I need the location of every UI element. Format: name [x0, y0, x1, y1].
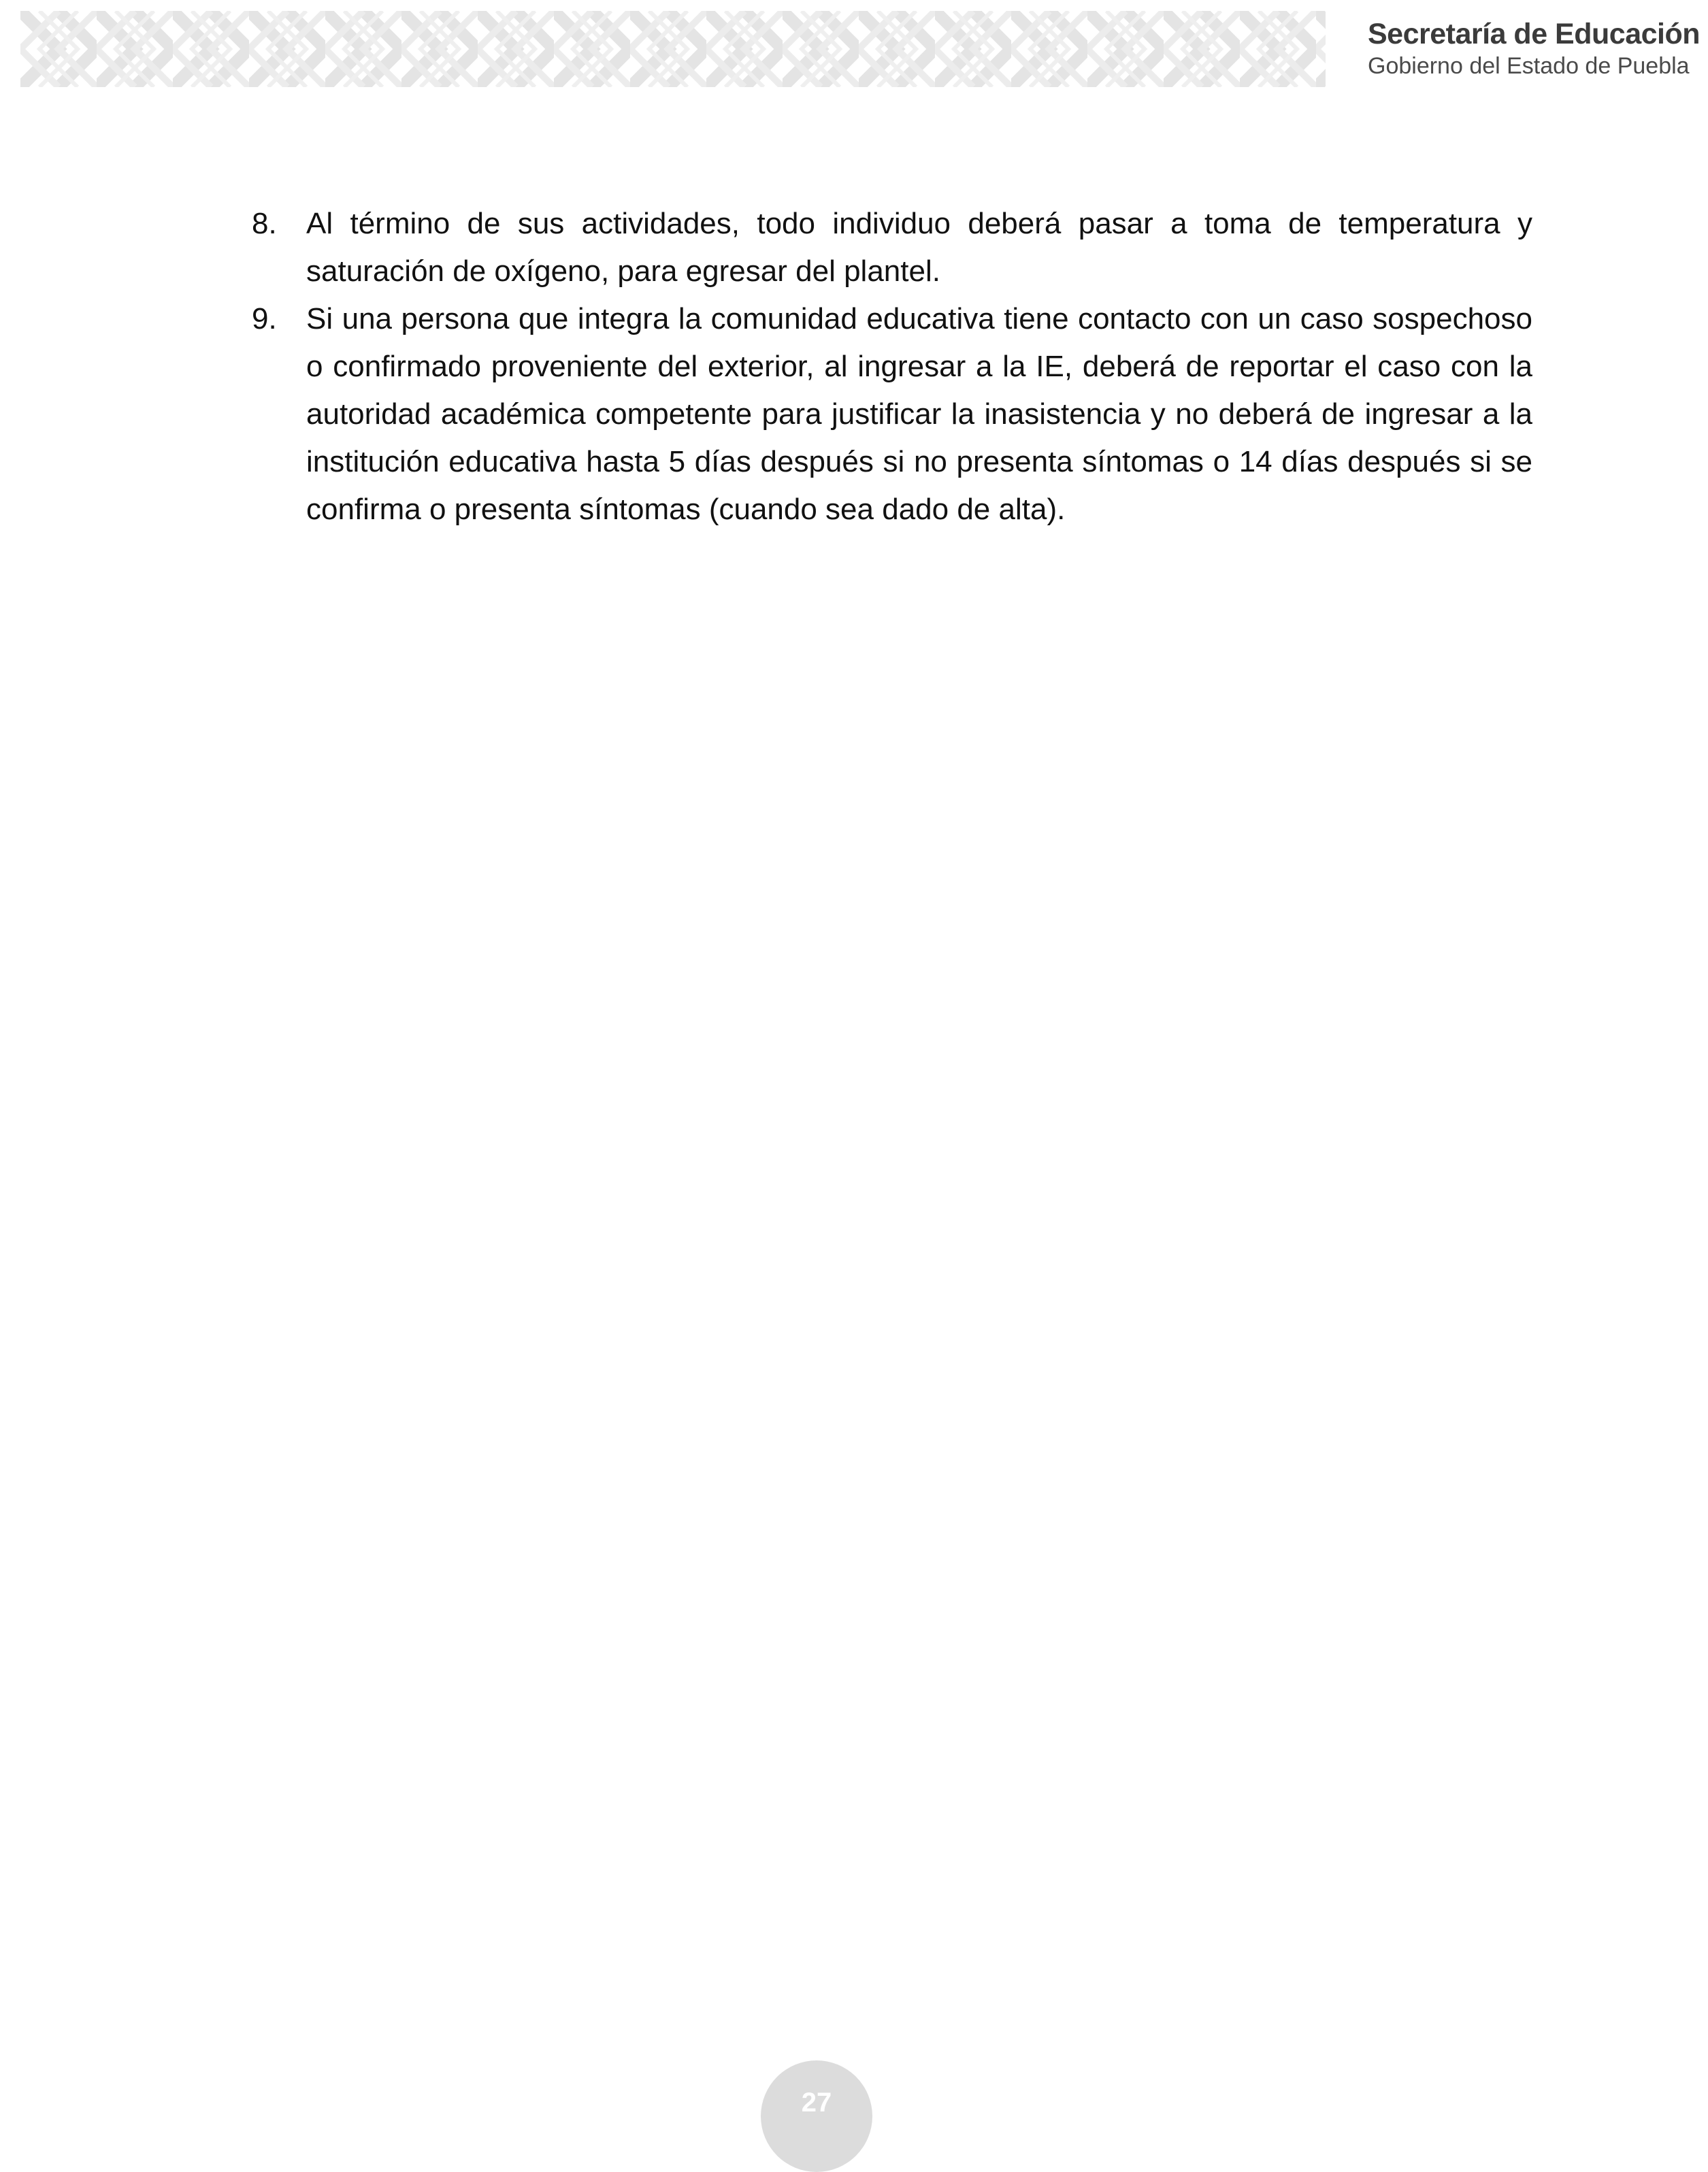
list-item-number: 9.	[252, 302, 277, 335]
list-item	[252, 295, 1532, 533]
numbered-list	[252, 200, 1532, 533]
list-item-text: Si una persona que integra la comunidad educativa tiene contacto con un caso sospechoso o confirmado proveniente del exterior, al ingresar a la IE, deberá de reportar el caso con la autoridad académica competente para justificar la inasistencia y no deberá de ingresar a la institución educativa hasta 5 días después si no presenta síntomas o 14 días después si se confirma o presenta síntomas (cuando sea dado de alta).	[306, 302, 1532, 526]
list-item-text: Al término de sus actividades, todo individuo deberá pasar a toma de temperatura y saturación de oxígeno, para egresar del plantel.	[306, 207, 1532, 288]
header-brand	[1368, 16, 1700, 80]
header-pattern-graphic	[20, 11, 1326, 87]
page-number: 27	[801, 2087, 832, 2118]
list-item	[252, 200, 1532, 295]
list-item-number: 8.	[252, 207, 277, 240]
institution-title: Secretaría de Educación	[1368, 18, 1700, 50]
document-body	[252, 200, 1532, 533]
institution-subtitle: Gobierno del Estado de Puebla	[1368, 53, 1690, 79]
header-decorative-pattern	[20, 11, 1326, 87]
page-number-badge	[761, 2060, 872, 2172]
